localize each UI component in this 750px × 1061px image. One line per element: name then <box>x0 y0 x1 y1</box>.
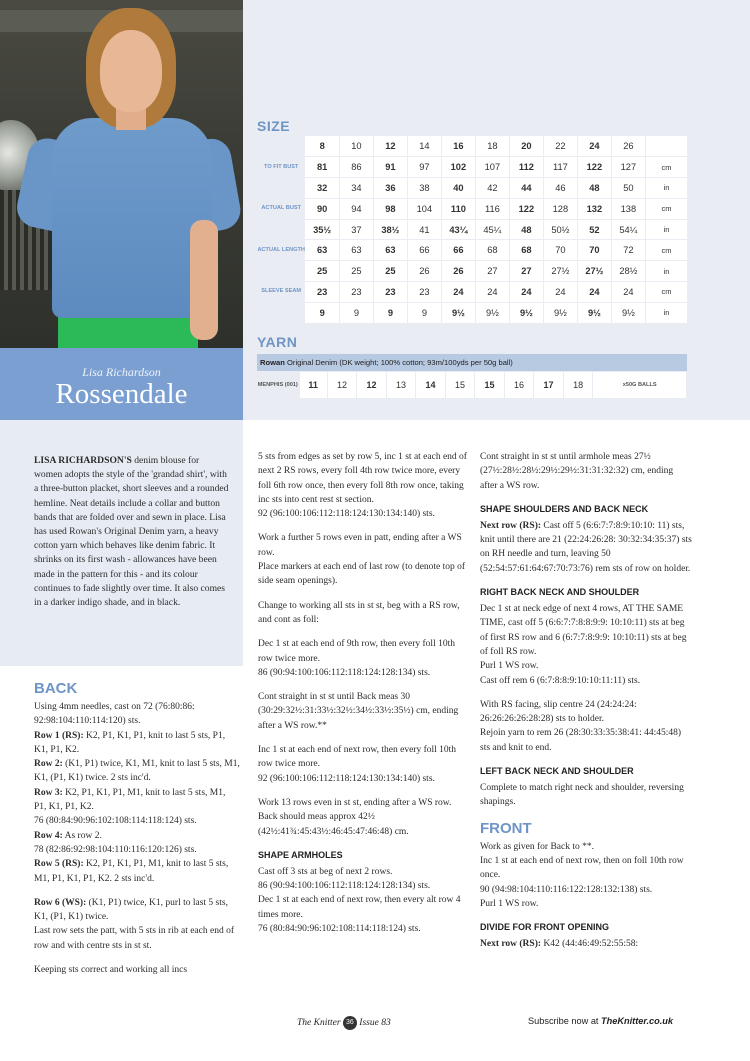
yarn-ball-count: 11 <box>299 372 327 398</box>
size-heading: SIZE <box>257 118 291 134</box>
size-cell: 23 <box>339 282 373 303</box>
divide-paragraph <box>480 937 692 951</box>
shoulders-text: Cast off 5 (6:6:7:7:8:9:10:10: 11) sts, knit until there are 21 (22:24:26:28: 30:32:34:35:37) sts on RH needle and turn, leaving 50 (52:54:57:61:64:67:70:73:76) rem sts of row on holder. <box>480 520 692 574</box>
size-cell: 66 <box>407 240 441 261</box>
purl-ws-text: Purl 1 WS row. <box>480 661 539 672</box>
size-cell: 8 <box>305 136 339 157</box>
size-cell: 94 <box>339 198 373 219</box>
row1-label: Row 1 (RS): <box>34 730 84 741</box>
work-further-paragraph <box>258 531 468 588</box>
size-cell: 138 <box>611 198 645 219</box>
size-cell: 48 <box>577 178 611 199</box>
size-unit: in <box>645 261 687 282</box>
size-row <box>257 282 687 303</box>
size-cell: 63 <box>305 240 339 261</box>
intro-text: denim blouse for women adopts the style of the 'grandad shirt', with a three-button placket, short sleeves and a rounded hemline. Neat details include a collar and button bands that are folded over and sewn in place. Lisa has used Rowan's Original Denim yarn, a heavy cotton yarn which behaves like denim fabric. It shrinks on its first wash - allowances have been made in the pattern for this - and its colour continues to fade slightly over time. It also comes in a darker indigo shade, and in black. <box>34 455 229 609</box>
size-cell: 27 <box>509 261 543 282</box>
row2-text: (K1, P1) twice, K1, M1, knit to last 5 sts, M1, K1, (P1, K1) twice. 2 sts inc'd. <box>34 759 240 784</box>
size-cell: 34 <box>339 178 373 199</box>
size-row-label: ACTUAL LENGTH <box>257 240 305 261</box>
front-heading: FRONT <box>480 819 532 837</box>
size-row-label <box>257 261 305 282</box>
size-row-label <box>257 178 305 199</box>
size-cell: 26 <box>407 261 441 282</box>
size-cell: 9½ <box>509 302 543 323</box>
size-cell: 91 <box>373 157 407 178</box>
size-cell: 23 <box>373 282 407 303</box>
size-cell: 24 <box>611 282 645 303</box>
shape-shoulders-heading: SHAPE SHOULDERS AND BACK NECK <box>480 503 649 514</box>
size-cell: 9½ <box>611 302 645 323</box>
size-cell: 36 <box>373 178 407 199</box>
yarn-description <box>257 354 687 371</box>
left-back-heading: LEFT BACK NECK AND SHOULDER <box>480 766 634 777</box>
size-row <box>257 136 687 157</box>
yarn-ball-count: 17 <box>534 372 564 398</box>
yarn-ball-count: 12 <box>357 372 387 398</box>
size-row <box>257 302 687 323</box>
size-cell: 81 <box>305 157 339 178</box>
size-row <box>257 261 687 282</box>
size-cell: 27½ <box>543 261 577 282</box>
size-row-label <box>257 302 305 323</box>
right-back-text: Dec 1 st at neck edge of next 4 rows, AT THE SAME TIME, cast off 5 (6:6:7:7:8:8:9:9: 10:10:11) sts at beg of first RS row and 6 (6:7:7:8:9:9: 10:10:11) sts at beg of foll RS row. <box>480 604 687 657</box>
size-unit: in <box>645 178 687 199</box>
size-cell: 38½ <box>373 219 407 240</box>
pattern-title: Rossendale <box>55 378 188 410</box>
magazine-name: The Knitter <box>297 1018 341 1029</box>
row4-label: Row 4: <box>34 830 63 841</box>
rs-facing-text: With RS facing, slip centre 24 (24:24:24: 26:26:26:26:28:28) sts to holder. <box>480 699 637 725</box>
inc-count: 92 (96:100:106:112:118:124:130:134:140) sts. <box>258 773 435 784</box>
front-purl-text: Purl 1 WS row. <box>480 898 539 909</box>
size-cell: 46 <box>543 178 577 199</box>
work-13-rows-text: Work 13 rows even in st st, ending after a WS row. Back should meas approx 42½ (42½:41¾:45:43½:46:45:47:46:48) cm. <box>258 797 452 837</box>
row1-text: K2, P1, K1, P1, knit to last 5 sts, P1, K1, P1, K2. <box>34 730 226 755</box>
size-cell: 43¼ <box>441 219 475 240</box>
size-cell: 117 <box>543 157 577 178</box>
back-intro <box>34 700 240 886</box>
dec-text: Dec 1 st at each end of 9th row, then every foll 10th row twice more. <box>258 639 455 664</box>
size-cell: 72 <box>611 240 645 261</box>
size-cell: 23 <box>407 282 441 303</box>
row4-count: 78 (82:86:92:98:104:110:116:120:126) sts. <box>34 844 197 855</box>
work-further-text: Work a further 5 rows even in patt, ending after a WS row. <box>258 533 462 558</box>
shoulders-paragraph <box>480 519 692 576</box>
intro-paragraph <box>34 454 229 610</box>
size-unit: in <box>645 219 687 240</box>
next-row-label: Next row (RS): <box>480 520 542 531</box>
size-yarn-panel <box>243 0 750 420</box>
arm-shape <box>190 220 218 340</box>
size-cell: 32 <box>305 178 339 199</box>
dec-alt-count: 76 (80:84:90:96:102:108:114:118:124) sts. <box>258 924 421 935</box>
size-row <box>257 219 687 240</box>
page-number: 36 <box>343 1016 357 1030</box>
next-row-label-2: Next row (RS): <box>480 939 542 950</box>
yarn-details: Original Denim (DK weight; 100% cotton; 93m/100yds per 50g ball) <box>284 358 513 367</box>
size-cell: 66 <box>441 240 475 261</box>
size-cell: 54¼ <box>611 219 645 240</box>
size-cell: 24 <box>475 282 509 303</box>
size-cell: 9½ <box>441 302 475 323</box>
change-st-st-text: Change to working all sts in st st, beg with a RS row, and cont as foll: <box>258 600 460 625</box>
size-cell: 24 <box>441 282 475 303</box>
row6-text: (K1, P1) twice, K1, purl to last 5 sts, K1, (P1, K1) twice. <box>34 897 228 923</box>
size-cell: 86 <box>339 157 373 178</box>
subscribe-link[interactable]: TheKnitter.co.uk <box>601 1016 674 1026</box>
size-cell: 68 <box>475 240 509 261</box>
subscribe-text: Subscribe now at <box>528 1016 602 1026</box>
footer-subscribe <box>528 1016 673 1026</box>
size-cell: 22 <box>543 136 577 157</box>
size-row-label: ACTUAL BUST <box>257 198 305 219</box>
model-photo <box>0 0 243 348</box>
armhole-meas-text: Cont straight in st st until armhole meas 27½ (27½:28½:28½:29½:29½:31:31:32:32) cm, ending after a WS row. <box>480 452 674 491</box>
size-row-label: SLEEVE SEAM <box>257 282 305 303</box>
yarn-heading: YARN <box>257 334 298 350</box>
dec-paragraph <box>258 637 468 680</box>
size-row <box>257 198 687 219</box>
size-cell: 40 <box>441 178 475 199</box>
size-cell: 45¼ <box>475 219 509 240</box>
row6-label: Row 6 (WS): <box>34 897 87 908</box>
size-unit <box>645 136 687 157</box>
row2-label: Row 2: <box>34 759 63 770</box>
inc-text: Inc 1 st at each end of next row, then every foll 10th row twice more. <box>258 745 457 770</box>
front-inc-text: Inc 1 st at each end of next row, then on foll 10th row once. <box>480 855 684 881</box>
size-cell: 23 <box>305 282 339 303</box>
yarn-ball-count: 16 <box>504 372 534 398</box>
last-row-text: Last row sets the patt, with 5 sts in rib at each end of row and with centre sts in st st. <box>34 926 234 951</box>
size-cell: 63 <box>339 240 373 261</box>
yarn-ball-count: 18 <box>563 372 593 398</box>
size-row-label <box>257 219 305 240</box>
rs-facing-paragraph <box>480 698 692 755</box>
size-cell: 26 <box>611 136 645 157</box>
size-table <box>257 136 687 324</box>
size-unit: in <box>645 302 687 323</box>
yarn-ball-count: 13 <box>386 372 416 398</box>
size-cell: 70 <box>543 240 577 261</box>
size-cell: 37 <box>339 219 373 240</box>
size-cell: 42 <box>475 178 509 199</box>
inc-paragraph <box>258 743 468 786</box>
size-cell: 50 <box>611 178 645 199</box>
size-cell: 44 <box>509 178 543 199</box>
size-cell: 18 <box>475 136 509 157</box>
left-back-text: Complete to match right neck and shoulder, reversing shapings. <box>480 783 684 808</box>
row3-count: 76 (80:84:90:96:102:108:114:118:124) sts. <box>34 816 197 827</box>
size-cell: 24 <box>577 282 611 303</box>
dec-alt-text: Dec 1 st at each end of next row, then every alt row 4 times more. <box>258 895 461 920</box>
footer-magazine <box>297 1016 391 1030</box>
yarn-row <box>257 372 687 398</box>
right-back-heading: RIGHT BACK NECK AND SHOULDER <box>480 587 640 598</box>
row3-label: Row 3: <box>34 787 63 798</box>
rejoin-yarn-text: Rejoin yarn to rem 26 (28:30:33:35:38:41: 44:45:48) sts and knit to end. <box>480 728 682 753</box>
keeping-text: Keeping sts correct and working all incs <box>34 965 188 976</box>
armhole-paragraph <box>258 865 468 936</box>
size-row-label <box>257 136 305 157</box>
size-cell: 107 <box>475 157 509 178</box>
size-cell: 70 <box>577 240 611 261</box>
cont-straight-text: Cont straight in st st until Back meas 30 (30:29:32½:31:33½:32½:34½:33½:35½) cm, ending after a WS row.** <box>258 692 459 731</box>
size-cell: 9½ <box>475 302 509 323</box>
yarn-brand: Rowan <box>260 358 285 367</box>
size-cell: 50½ <box>543 219 577 240</box>
size-unit: cm <box>645 157 687 178</box>
size-cell: 12 <box>373 136 407 157</box>
size-cell: 25 <box>373 261 407 282</box>
size-row <box>257 157 687 178</box>
issue-number: Issue 83 <box>359 1018 391 1029</box>
back-row6 <box>34 896 240 953</box>
row3-text: K2, P1, K1, P1, M1, knit to last 5 sts, M1, P1, K1, P1, K2. <box>34 787 226 813</box>
size-cell: 25 <box>305 261 339 282</box>
row5-label: Row 5 (RS): <box>34 859 84 870</box>
place-markers-text: Place markers at each end of last row (to denote top of side seam openings). <box>258 562 466 587</box>
size-unit: cm <box>645 240 687 261</box>
incs-text: 5 sts from edges as set by row 5, inc 1 st at each end of next 2 RS rows, every foll 4th row twice more, every foll 6th row once, then every foll 8th row once, taking inc sts into cent rest st section. <box>258 452 467 505</box>
size-cell: 35½ <box>305 219 339 240</box>
size-cell: 90 <box>305 198 339 219</box>
size-cell: 112 <box>509 157 543 178</box>
face-shape <box>100 30 162 112</box>
size-cell: 48 <box>509 219 543 240</box>
incs-paragraph <box>258 450 468 521</box>
size-cell: 38 <box>407 178 441 199</box>
yarn-shade-label: MENPHIS (001) <box>257 372 299 398</box>
size-cell: 26 <box>441 261 475 282</box>
size-cell: 110 <box>441 198 475 219</box>
denim-blouse-shape <box>52 118 212 318</box>
size-cell: 24 <box>509 282 543 303</box>
size-cell: 132 <box>577 198 611 219</box>
row5-text: K2, P1, K1, P1, M1, knit to last 5 sts, M1, P1, K1, P1, K2. 2 sts inc'd. <box>34 859 229 884</box>
size-cell: 122 <box>577 157 611 178</box>
front-as-back-text: Work as given for Back to **. <box>480 841 594 852</box>
size-cell: 9 <box>305 302 339 323</box>
dec-count: 86 (90:94:100:106:112:118:124:128:134) sts. <box>258 667 431 678</box>
title-block <box>0 348 243 420</box>
size-cell: 102 <box>441 157 475 178</box>
size-cell: 9½ <box>577 302 611 323</box>
size-unit: cm <box>645 282 687 303</box>
front-count: 90 (94:98:104:110:116:122:128:132:138) sts. <box>480 884 653 895</box>
size-cell: 24 <box>577 136 611 157</box>
divide-front-heading: DIVIDE FOR FRONT OPENING <box>480 922 610 933</box>
yarn-ball-count: 15 <box>445 372 475 398</box>
incs-count: 92 (96:100:106:112:118:124:130:134:140) sts. <box>258 509 435 520</box>
yarn-ball-count: 15 <box>475 372 505 398</box>
size-cell: 68 <box>509 240 543 261</box>
size-cell: 63 <box>373 240 407 261</box>
size-cell: 27½ <box>577 261 611 282</box>
cast-off-text: Cast off 3 sts at beg of next 2 rows. <box>258 866 393 877</box>
back-heading: BACK <box>34 680 78 697</box>
yarn-ball-count: 12 <box>327 372 357 398</box>
column-back <box>34 680 240 987</box>
size-cell: 28½ <box>611 261 645 282</box>
size-cell: 10 <box>339 136 373 157</box>
size-cell: 9½ <box>543 302 577 323</box>
size-cell: 116 <box>475 198 509 219</box>
size-cell: 97 <box>407 157 441 178</box>
size-cell: 127 <box>611 157 645 178</box>
yarn-unit: x50G BALLS <box>593 372 687 398</box>
size-cell: 9 <box>339 302 373 323</box>
size-cell: 41 <box>407 219 441 240</box>
divide-text: K42 (44:46:49:52:55:58: <box>541 939 639 950</box>
right-back-paragraph <box>480 602 692 688</box>
size-unit: cm <box>645 198 687 219</box>
intro-panel <box>0 420 243 666</box>
size-cell: 25 <box>339 261 373 282</box>
yarn-table <box>257 372 687 398</box>
size-cell: 16 <box>441 136 475 157</box>
size-cell: 9 <box>407 302 441 323</box>
row4-text: As row 2. <box>62 830 102 841</box>
cast-off-count: 86 (90:94:100:106:112:118:124:128:134) sts. <box>258 881 431 892</box>
size-cell: 14 <box>407 136 441 157</box>
shape-armholes-heading: SHAPE ARMHOLES <box>258 849 343 860</box>
size-row <box>257 240 687 261</box>
size-cell: 20 <box>509 136 543 157</box>
size-row-label: TO FIT BUST <box>257 157 305 178</box>
designer-name: Lisa Richardson <box>82 365 161 379</box>
size-cell: 122 <box>509 198 543 219</box>
size-cell: 9 <box>373 302 407 323</box>
size-cell: 52 <box>577 219 611 240</box>
intro-lead: LISA RICHARDSON'S <box>34 455 132 466</box>
size-cell: 98 <box>373 198 407 219</box>
yarn-ball-count: 14 <box>416 372 446 398</box>
front-paragraph <box>480 840 692 911</box>
cast-off-rem-text: Cast off rem 6 (6:7:8:8:9:10:10:11:11) sts. <box>480 675 641 686</box>
column-right <box>480 450 692 961</box>
back-cast-on: Using 4mm needles, cast on 72 (76:80:86: 92:98:104:110:114:120) sts. <box>34 702 195 727</box>
size-cell: 128 <box>543 198 577 219</box>
size-cell: 24 <box>543 282 577 303</box>
size-cell: 27 <box>475 261 509 282</box>
size-cell: 104 <box>407 198 441 219</box>
size-row <box>257 178 687 199</box>
column-middle <box>258 450 468 946</box>
